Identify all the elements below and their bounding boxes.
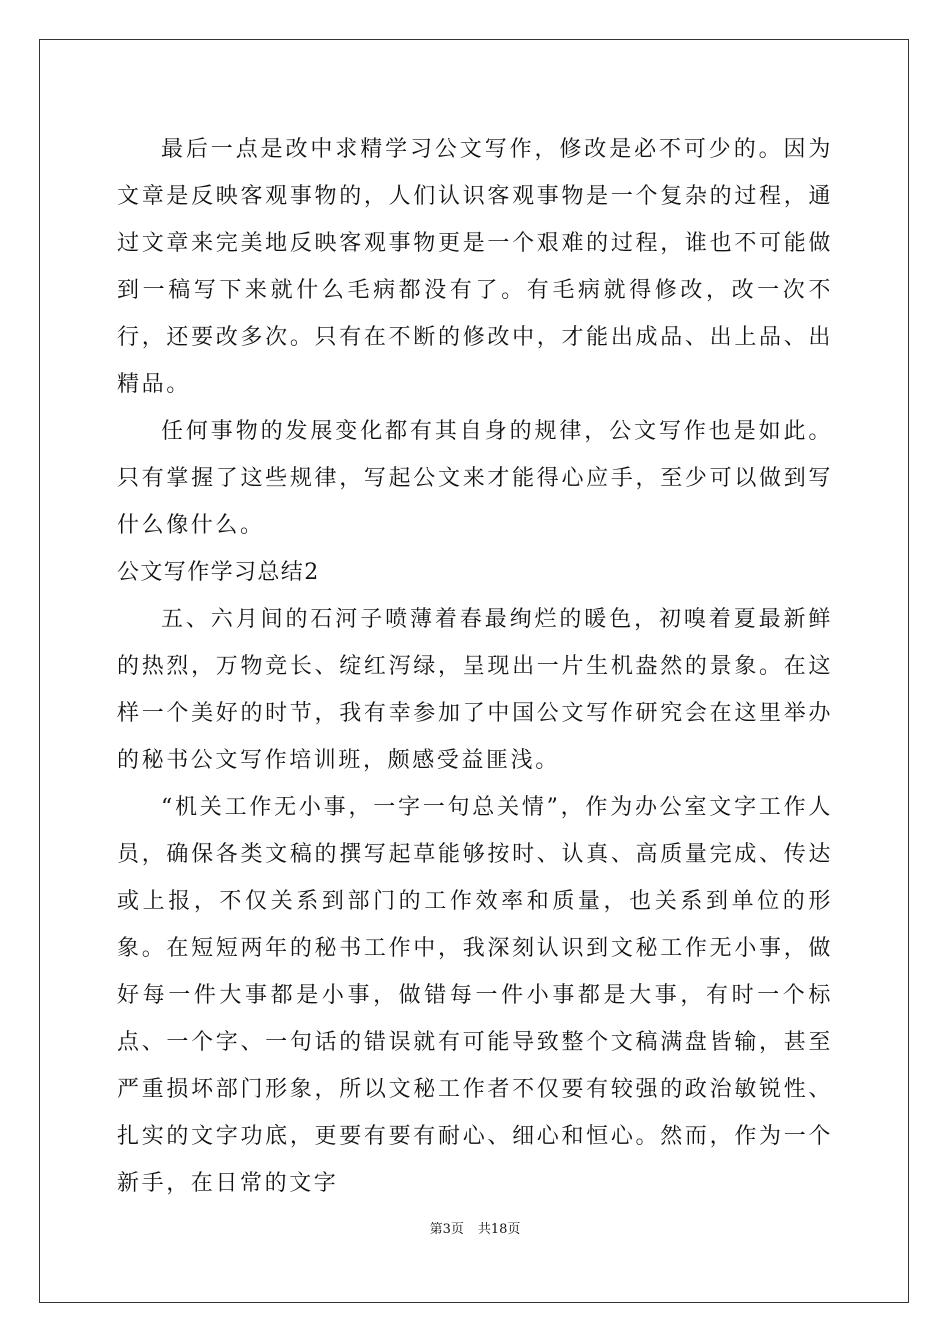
paragraph: “机关工作无小事，一字一句总关情”，作为办公室文字工作人员，确保各类文稿的撰写起草能够按时、认真、高质量完成、传达或上报，不仅关系到部门的工作效率和质量，也关系到单位的形象。在短短两年的秘书工作中，我深刻认识到文秘工作无小事，做好每一件大事都是小事，做错每一件小事都是大事，有时一个标点、一个字、一句话的错误就有可能导致整个文稿满盘皆输，甚至严重损坏部门形象，所以文秘工作者不仅要有较强的政治敏锐性、扎实的文字功底，更要有要有耐心、细心和恒心。然而，作为一个新手，在日常的文字 [117,795,833,1196]
paragraph: 任何事物的发展变化都有其自身的规律，公文写作也是如此。只有掌握了这些规律，写起公文来才能得心应手，至少可以做到写什么像什么。 [117,419,833,538]
paragraph: 五、六月间的石河子喷薄着春最绚烂的暖色，初嗅着夏最新鲜的热烈，万物竞长、绽红泻绿，呈现出一片生机盎然的景象。在这样一个美好的时节，我有幸参加了中国公文写作研究会在这里举办的秘书公文写作培训班，颇感受益匪浅。 [117,607,833,773]
section-heading: 公文写作学习总结2 [117,560,320,585]
page-footer [0,1218,950,1237]
document-body [117,126,833,1207]
page-number: 第3页 [429,1222,464,1237]
paragraph: 最后一点是改中求精学习公文写作，修改是必不可少的。因为文章是反映客观事物的，人们认识客观事物是一个复杂的过程，通过文章来完美地反映客观事物更是一个艰难的过程，谁也不可能做到一稿写下来就什么毛病都没有了。有毛病就得修改，改一次不行，还要改多次。只有在不断的修改中，才能出成品、出上品、出精品。 [117,137,833,397]
page-total: 共18页 [477,1222,521,1237]
